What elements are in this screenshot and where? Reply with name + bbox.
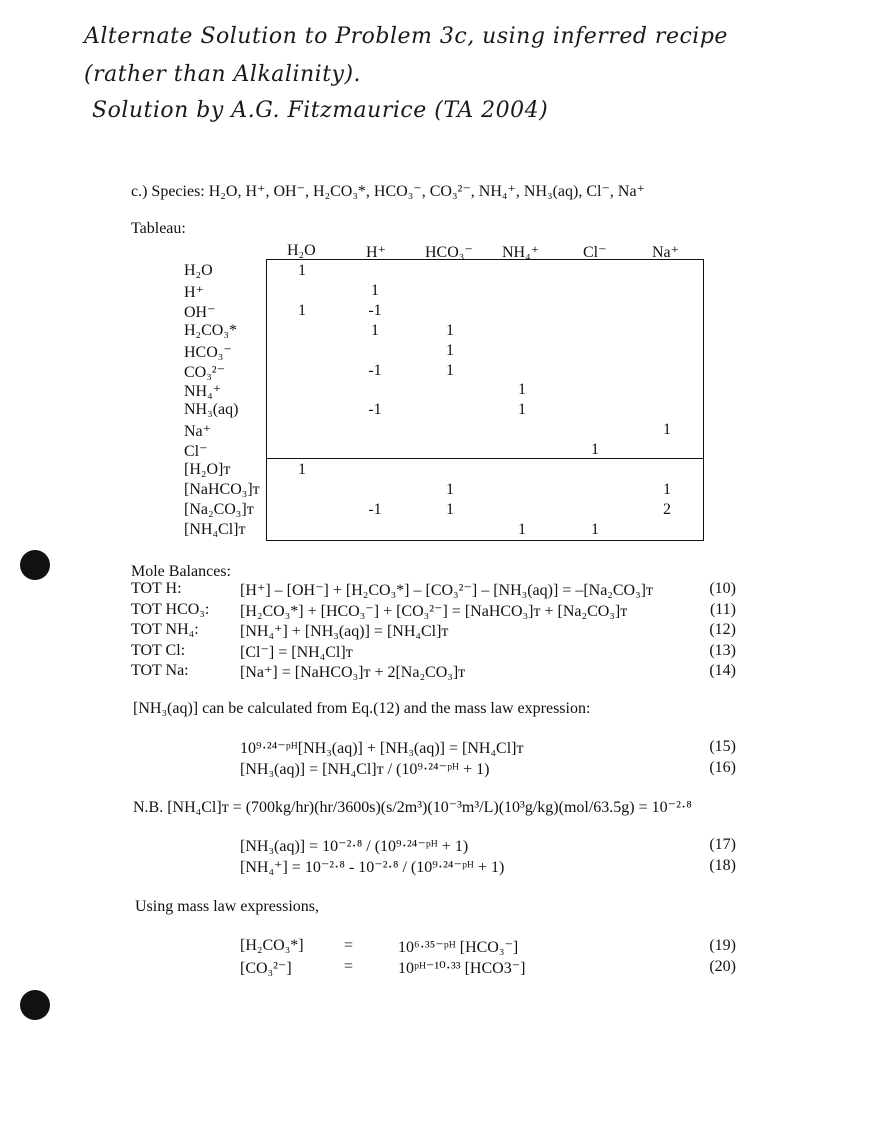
tableau-cell: 1 xyxy=(298,301,306,319)
tableau-cell: 1 xyxy=(518,381,526,399)
tableau-cell: 1 xyxy=(446,480,454,498)
mole-balance-label: TOT Na: xyxy=(131,662,189,679)
tableau-cell: -1 xyxy=(368,301,382,319)
nh3-text: [NH₃(aq)] can be calculated from Eq.(12) and the mass law expression: xyxy=(133,700,591,717)
handwritten-line-3: Solution by A.G. Fitzmaurice (TA 2004) xyxy=(92,98,549,123)
tableau-label: Tableau: xyxy=(131,220,186,237)
tableau-divider xyxy=(266,458,704,459)
tableau-col-header: H₂O xyxy=(287,242,316,259)
mole-balance-label: TOT HCO₃: xyxy=(131,600,210,618)
mass-law-text: Using mass law expressions, xyxy=(135,898,319,915)
mole-balance-equation: [H⁺] – [OH⁻] + [H₂CO₃*] – [CO₃²⁻] – [NH₃(aq)] = –[Na₂CO₃]ᴛ xyxy=(240,582,653,599)
tableau-cell: 1 xyxy=(663,480,671,498)
tableau-cell: -1 xyxy=(368,500,382,518)
equation-number: (16) xyxy=(709,759,736,776)
tableau-cell: 1 xyxy=(371,281,379,299)
tableau-row-species: NH₃(aq) xyxy=(184,401,239,419)
equation-16: [NH₃(aq)] = [NH₄Cl]ᴛ / (10⁹·²⁴⁻ᵖᴴ + 1) xyxy=(240,761,490,778)
tableau-row-species: CO₃²⁻ xyxy=(184,363,226,381)
mole-balances-heading: Mole Balances: xyxy=(131,563,231,580)
tableau-row-species: [NaHCO₃]ᴛ xyxy=(184,480,260,498)
tableau-row-species: [H₂O]ᴛ xyxy=(184,461,231,478)
mole-balance-label: TOT NH₄: xyxy=(131,621,199,638)
mole-balance-equation: [Cl⁻] = [NH₄Cl]ᴛ xyxy=(240,643,353,661)
tableau-col-header: H⁺ xyxy=(366,244,386,261)
mole-balance-label: TOT Cl: xyxy=(131,641,186,659)
tableau-cell: 2 xyxy=(663,500,671,518)
tableau-cell: 1 xyxy=(446,321,454,339)
tableau-cell: 1 xyxy=(518,520,526,538)
equation-20-rhs: 10ᵖᴴ⁻¹⁰·³³ [HCO3⁻] xyxy=(398,960,526,977)
tableau-cell: 1 xyxy=(591,441,599,459)
equation-number: (11) xyxy=(709,600,736,618)
tableau-cell: 1 xyxy=(298,262,306,279)
equation-number: (13) xyxy=(709,641,736,659)
equation-19-lhs: [H₂CO₃*] xyxy=(240,937,304,954)
equation-number: (17) xyxy=(709,836,736,853)
tableau-col-header: HCO₃⁻ xyxy=(425,244,473,261)
mole-balance-equation: [H₂CO₃*] + [HCO₃⁻] + [CO₃²⁻] = [NaHCO₃]ᴛ + [Na₂CO₃]ᴛ xyxy=(240,602,628,620)
tableau-row-species: Na⁺ xyxy=(184,423,212,441)
equation-20-lhs: [CO₃²⁻] xyxy=(240,960,292,977)
tableau-row-species: NH₄⁺ xyxy=(184,383,222,401)
tableau-row-species: Cl⁻ xyxy=(184,443,208,461)
tableau-cell: 1 xyxy=(298,461,306,478)
tableau-cell: 1 xyxy=(446,341,454,359)
tableau-col-header: Na⁺ xyxy=(652,244,680,261)
mole-balance-equation: [NH₄⁺] + [NH₃(aq)] = [NH₄Cl]ᴛ xyxy=(240,623,449,640)
equation-15: 10⁹·²⁴⁻ᵖᴴ[NH₃(aq)] + [NH₃(aq)] = [NH₄Cl]ᴛ xyxy=(240,740,524,757)
tableau-row-species: HCO₃⁻ xyxy=(184,343,232,361)
nb-text: N.B. [NH₄Cl]ᴛ = (700kg/hr)(hr/3600s)(s/2m³)(10⁻³m³/L)(10³g/kg)(mol/63.5g) = 10⁻²·⁸ xyxy=(133,799,692,816)
tableau-row-species: OH⁻ xyxy=(184,303,216,321)
tableau-row-species: H₂CO₃* xyxy=(184,321,237,339)
tableau-row-species: H⁺ xyxy=(184,283,204,301)
equation-19-eq: = xyxy=(344,937,354,954)
equation-19-rhs: 10⁶·³⁵⁻ᵖᴴ [HCO₃⁻] xyxy=(398,939,519,956)
tableau-cell: 1 xyxy=(446,361,454,379)
equation-number: (10) xyxy=(709,580,736,597)
equation-18: [NH₄⁺] = 10⁻²·⁸ - 10⁻²·⁸ / (10⁹·²⁴⁻ᵖᴴ + 1) xyxy=(240,859,505,876)
species-line: c.) Species: H₂O, H⁺, OH⁻, H₂CO₃*, HCO₃⁻, CO₃²⁻, NH₄⁺, NH₃(aq), Cl⁻, Na⁺ xyxy=(131,183,646,200)
mole-balance-label: TOT H: xyxy=(131,580,182,597)
tableau-col-header: Cl⁻ xyxy=(583,244,607,261)
tableau-row-species: H₂O xyxy=(184,262,213,279)
punch-hole-top xyxy=(20,550,50,580)
tableau-cell: 1 xyxy=(591,520,599,538)
equation-number: (20) xyxy=(709,958,736,975)
tableau-cell: 1 xyxy=(371,321,379,339)
tableau-cell: 1 xyxy=(518,401,526,419)
equation-number: (14) xyxy=(709,662,736,679)
mole-balance-equation: [Na⁺] = [NaHCO₃]ᴛ + 2[Na₂CO₃]ᴛ xyxy=(240,664,466,681)
tableau-cell: -1 xyxy=(368,361,382,379)
equation-20-eq: = xyxy=(344,958,354,975)
punch-hole-bottom xyxy=(20,990,50,1020)
equation-number: (19) xyxy=(709,937,736,954)
handwritten-line-2: (rather than Alkalinity). xyxy=(84,62,362,87)
equation-number: (15) xyxy=(709,738,736,755)
tableau-box xyxy=(266,259,704,541)
tableau-col-header: NH₄⁺ xyxy=(502,244,540,261)
tableau-row-species: [NH₄Cl]ᴛ xyxy=(184,520,246,538)
equation-17: [NH₃(aq)] = 10⁻²·⁸ / (10⁹·²⁴⁻ᵖᴴ + 1) xyxy=(240,838,469,855)
handwritten-line-1: Alternate Solution to Problem 3c, using inferred recipe xyxy=(84,24,728,49)
tableau-cell: -1 xyxy=(368,401,382,419)
equation-number: (18) xyxy=(709,857,736,874)
tableau-cell: 1 xyxy=(446,500,454,518)
tableau-cell: 1 xyxy=(663,421,671,439)
equation-number: (12) xyxy=(709,621,736,638)
tableau-row-species: [Na₂CO₃]ᴛ xyxy=(184,500,254,518)
